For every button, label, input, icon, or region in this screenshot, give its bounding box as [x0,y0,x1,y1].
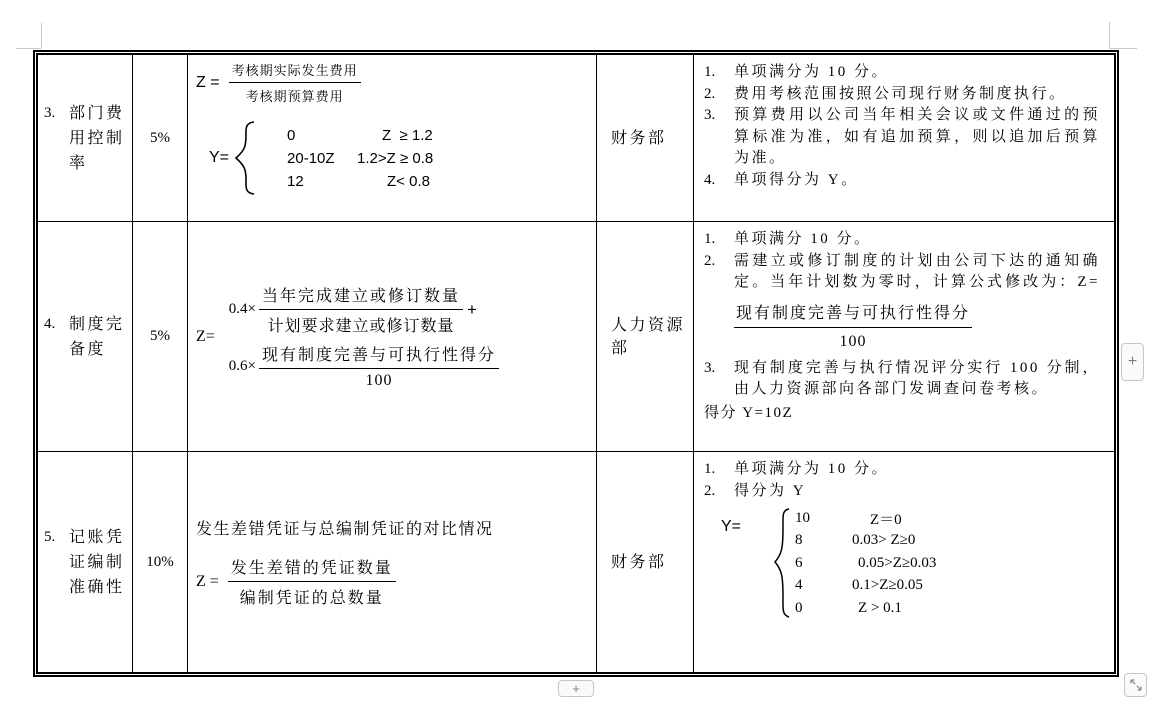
note-item [704,481,1100,503]
piecewise-case [795,507,936,530]
fraction-numerator: 现有制度完善与可执行性得分 [259,342,499,369]
cell-indicator-name-row3 [38,55,133,222]
z-label: Z = [196,73,220,91]
note-number: 4. [704,171,716,188]
weight-value: 5% [150,129,170,146]
fraction [734,303,972,353]
cell-notes-row4 [694,222,1114,452]
piecewise-cases [257,124,433,193]
note-footer: 得分 Y=10Z [704,404,794,421]
piecewise-case [795,575,936,598]
note-item [704,170,1100,192]
note-item [704,229,1100,251]
y-label: Y= [721,518,742,535]
case-value: 12 [287,172,304,190]
note-text: 单项得分为 Y。 [734,171,859,188]
cell-formula-row3 [188,55,597,222]
note-text: 费用考核范围按照公司现行财务制度执行。 [734,85,1067,102]
piecewise-case [257,170,433,193]
note-item [704,358,1100,401]
indicator-number: 4. [44,315,56,332]
cell-formula-row5 [188,452,597,672]
coefficient: 0.4× [228,301,257,317]
piecewise-formula [704,507,1100,620]
resize-diagonal-arrows-icon [1129,678,1143,692]
note-item [704,251,1100,358]
y-label: Y= [209,149,230,166]
case-condition: 0.1>Z≥0.05 [852,577,923,594]
case-value: 0 [795,599,803,616]
case-condition: 0.05>Z≥0.03 [858,554,937,571]
indicator-name: 记账凭证编制准确性 [69,528,125,596]
note-number: 2. [704,252,716,269]
formula-description: 发生差错凭证与总编制凭证的对比情况 [196,521,494,538]
note-text [734,251,1100,358]
fraction-denominator: 100 [365,372,393,389]
fraction-denominator: 考核期预算费用 [245,89,344,104]
piecewise-case [257,147,433,170]
case-value: 4 [795,577,803,594]
indicator [44,312,129,362]
cell-indicator-name-row5 [38,452,133,672]
department-name: 财务部 [611,129,667,147]
case-value: 10 [795,509,811,526]
case-value: 8 [795,532,803,549]
plus-icon: + [572,681,580,696]
fraction [259,342,499,390]
department-name: 财务部 [611,553,667,571]
z-formula [196,283,596,390]
indicator-number: 3. [44,104,56,121]
note-text: 单项满分为 10 分。 [734,64,890,80]
note-text: 预算费用以公司当年相关会议或文件通过的预算标准为准，如有追加预算，则以追加后预算为准。 [734,107,1100,166]
cell-department-row3 [597,55,694,222]
fraction-denominator: 计划要求建立或修订数量 [267,318,455,335]
cell-weight-row5 [133,452,188,672]
fraction-denominator: 编制凭证的总数量 [239,590,384,607]
note-item [704,84,1100,106]
case-condition: 0.03> Z≥0 [852,532,916,549]
note-number: 2. [704,482,716,499]
assessment-table [33,50,1119,677]
case-condition: Z< 0.8 [387,172,430,190]
note-item [704,105,1100,170]
weight-value: 5% [150,328,170,344]
plus-icon: + [1127,353,1138,370]
cell-weight-row4 [133,222,188,452]
fraction-denominator: 100 [839,333,867,350]
note-text: 单项满分为 10 分。 [734,461,890,477]
note-item [704,459,1100,481]
note-text: 得分为 Y [734,482,807,499]
fraction-numerator: 发生差错的凭证数量 [228,555,396,582]
note-text-run: 需建立或修订制度的计划由公司下达的通知确定。当年计划数为零时，计算公式修改为：Z= [734,252,1100,290]
note-number: 1. [704,231,716,247]
text-boundary-mark-top-right [1109,48,1137,49]
cell-weight-row3 [133,55,188,222]
z-formula [196,555,596,608]
cell-indicator-name-row4 [38,222,133,452]
piecewise-cases [795,507,936,620]
case-value: 20-10Z [287,149,335,167]
fraction [229,60,361,105]
formula-term [229,283,499,336]
cell-department-row4 [597,222,694,452]
weight-value: 10% [146,553,174,570]
case-condition: 1.2>Z ≥ 0.8 [357,149,434,167]
z-formula [196,60,596,105]
piecewise-formula [196,118,596,198]
add-row-button[interactable] [558,680,594,697]
indicator-name: 部门费用控制率 [69,104,125,172]
case-condition: Z＝0 [870,511,902,528]
note-number: 3. [704,359,716,376]
plus-sign: + [467,299,477,319]
indicator [44,525,129,600]
cell-formula-row4 [188,222,597,452]
cell-notes-row3 [694,55,1114,222]
cell-department-row5 [597,452,694,672]
assessment-table-grid [38,55,1114,672]
cell-notes-row5 [694,452,1114,672]
curly-brace-icon [231,118,257,198]
table-resize-handle[interactable] [1124,673,1147,697]
fraction-numerator: 当年完成建立或修订数量 [259,283,463,310]
formula-terms [229,283,499,390]
note-number: 1. [704,461,716,477]
add-column-button[interactable] [1121,343,1144,381]
note-text: 单项满分 10 分。 [734,231,872,247]
case-value: 6 [795,554,803,571]
note-text: 现有制度完善与执行情况评分实行 100 分制，由人力资源部向各部门发调查问卷考核。 [734,359,1100,397]
piecewise-case [795,552,936,575]
note-number: 2. [704,85,716,102]
case-condition: Z ≥ 1.2 [382,126,433,144]
note-number: 1. [704,64,716,80]
formula-term [229,342,499,390]
z-label: Z = [196,572,219,590]
indicator-name: 制度完备度 [69,315,125,358]
piecewise-case [795,530,936,553]
fraction-numerator: 现有制度完善与可执行性得分 [734,303,972,329]
department-name: 人力资源部 [611,316,686,357]
note-item [704,62,1100,84]
fraction [259,283,463,336]
fraction-numerator: 考核期实际发生费用 [229,60,361,83]
case-value: 0 [287,126,296,144]
piecewise-case [795,597,936,620]
indicator-number: 5. [44,528,56,545]
fraction [228,555,396,608]
case-condition: Z > 0.1 [858,599,902,616]
text-boundary-mark-top-left [16,48,41,49]
text-boundary-mark-top-left [41,23,42,48]
z-label: Z= [196,327,215,345]
text-boundary-mark-top-right [1109,22,1110,48]
coefficient: 0.6× [228,357,257,374]
curly-brace-icon [772,507,792,619]
indicator [44,101,129,176]
note-number: 3. [704,107,716,123]
piecewise-case [257,124,433,147]
